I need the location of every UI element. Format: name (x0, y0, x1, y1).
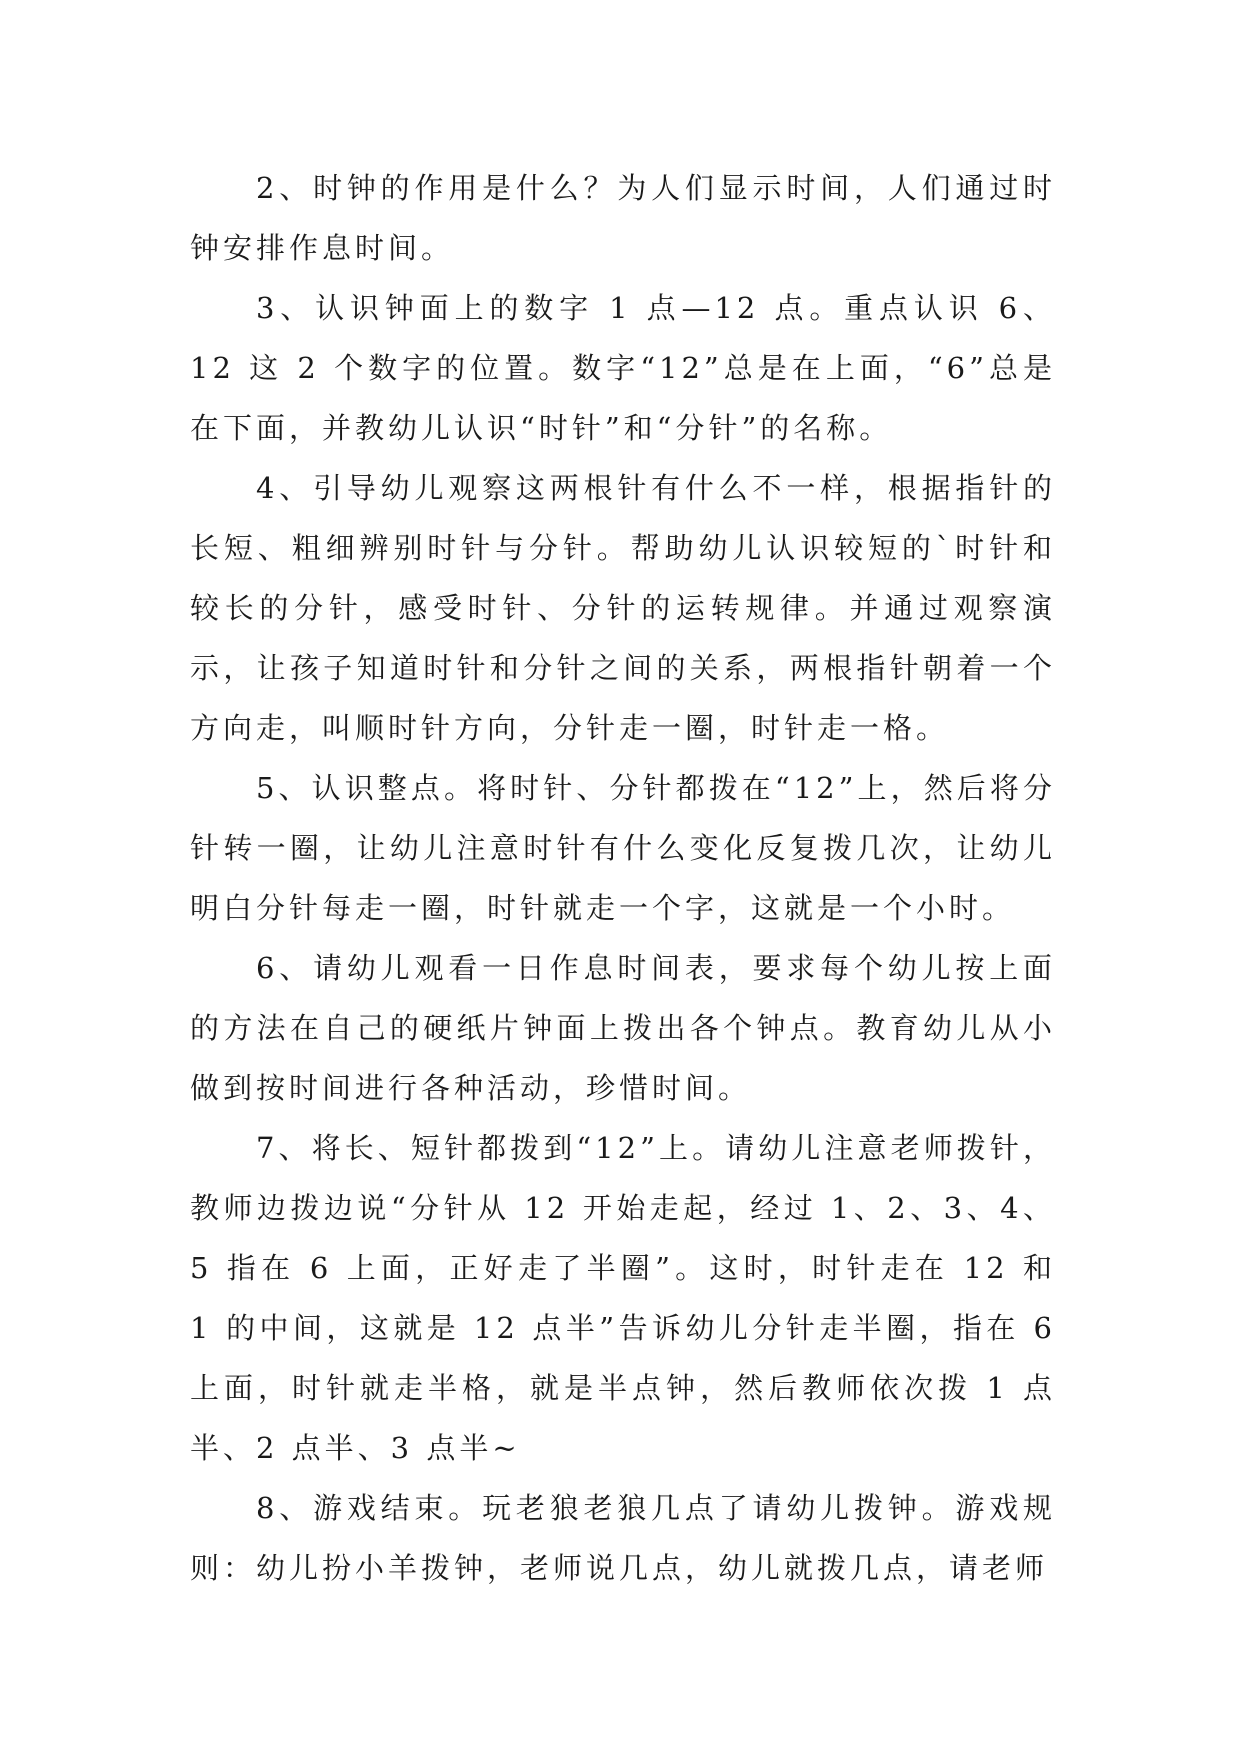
paragraph-3: 3、认识钟面上的数字 1 点—12 点。重点认识 6、12 这 2 个数字的位置。数字“12”总是在上面，“6”总是在下面，并教幼儿认识“时针”和“分针”的名称。 (190, 291, 1056, 445)
paragraph-5: 5、认识整点。将时针、分针都拨在“12”上，然后将分针转一圈，让幼儿注意时针有什么变化反复拨几次，让幼儿明白分针每走一圈，时针就走一个字，这就是一个小时。 (190, 771, 1056, 925)
paragraph-2: 2、时钟的作用是什么？为人们显示时间，人们通过时钟安排作息时间。 (190, 171, 1056, 265)
paragraph-4: 4、引导幼儿观察这两根针有什么不一样，根据指针的长短、粗细辨别时针与分针。帮助幼儿认识较短的`时针和较长的分针，感受时针、分针的运转规律。并通过观察演示，让孩子知道时针和分针之间的关系，两根指针朝着一个方向走，叫顺时针方向，分针走一圈，时针走一格。 (190, 471, 1056, 745)
paragraph-6: 6、请幼儿观看一日作息时间表，要求每个幼儿按上面的方法在自己的硬纸片钟面上拨出各个钟点。教育幼儿从小做到按时间进行各种活动，珍惜时间。 (190, 951, 1056, 1105)
paragraph-8: 8、游戏结束。玩老狼老狼几点了请幼儿拨钟。游戏规则：幼儿扮小羊拨钟，老师说几点，幼儿就拨几点，请老师 (190, 1491, 1056, 1585)
document-body (190, 158, 1056, 1598)
paragraph-7: 7、将长、短针都拨到“12”上。请幼儿注意老师拨针，教师边拨边说“分针从 12 开始走起，经过 1、2、3、4、5 指在 6 上面，正好走了半圈”。这时，时针走在 12 和 1 的中间，这就是 12 点半”告诉幼儿分针走半圈，指在 6 上面，时针就走半格，就是半点钟，然后教师依次拨 1 点半、2 点半、3 点半~ (190, 1131, 1056, 1465)
